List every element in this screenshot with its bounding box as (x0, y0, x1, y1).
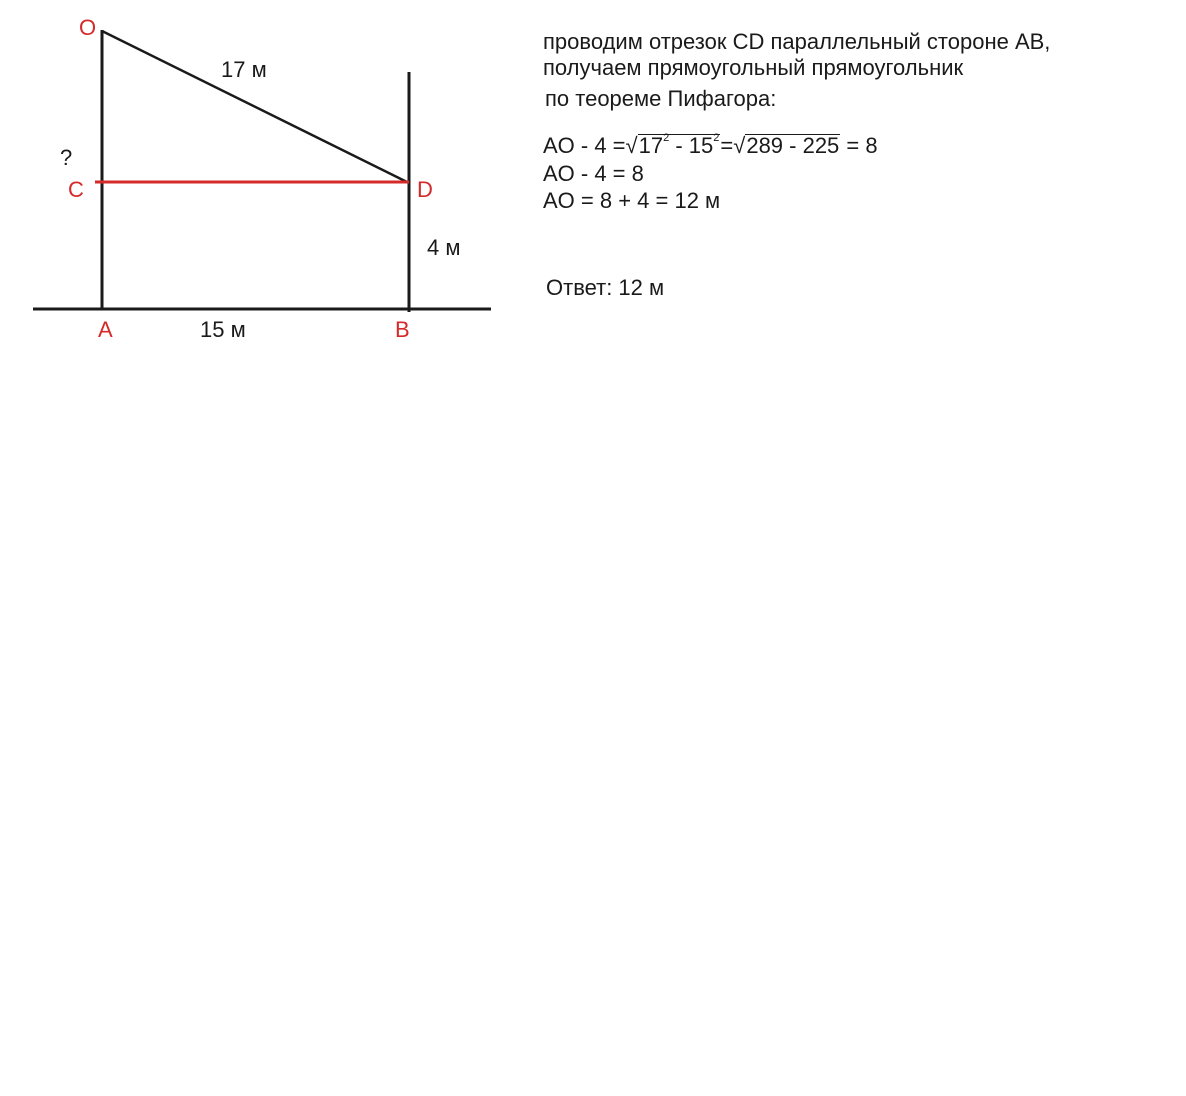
formula-equals: = (720, 133, 734, 158)
solution-line-3: по теореме Пифагора: (545, 86, 777, 111)
solution-step-2: AO - 4 = 8 (543, 161, 644, 186)
label-base-length: 15 м (200, 317, 246, 342)
point-label-d: D (417, 177, 433, 202)
radical-2 (733, 133, 840, 159)
segment-od (102, 31, 409, 183)
label-right-height: 4 м (427, 235, 461, 260)
formula-result: = 8 (840, 133, 878, 158)
point-label-o: O (79, 15, 97, 40)
sqrt-sign: √ (733, 133, 746, 158)
formula-lhs: AO - 4 = (543, 133, 626, 158)
radicand-1-minus: - 15 (669, 133, 714, 158)
radical-1 (626, 133, 721, 159)
radicand-1-a: 17 (638, 133, 664, 158)
exponent-1: 2 (663, 132, 670, 144)
exponent-2: 2 (713, 132, 720, 144)
radicand-1 (638, 134, 721, 157)
sqrt-sign: √ (625, 133, 638, 158)
label-unknown: ? (60, 145, 73, 170)
solution-step-3: AO = 8 + 4 = 12 м (543, 188, 721, 213)
radicand-2: 289 - 225 (746, 133, 840, 158)
point-label-c: C (68, 177, 84, 202)
label-hypotenuse-length: 17 м (221, 57, 267, 82)
solution-line-1: проводим отрезок CD параллельный стороне AB, (543, 29, 1051, 54)
answer: Ответ: 12 м (546, 275, 665, 300)
solution-line-2: получаем прямоугольный прямоугольник (543, 55, 964, 80)
pythagoras-formula (543, 133, 878, 159)
point-label-a: A (98, 317, 113, 342)
point-label-b: B (395, 317, 410, 342)
